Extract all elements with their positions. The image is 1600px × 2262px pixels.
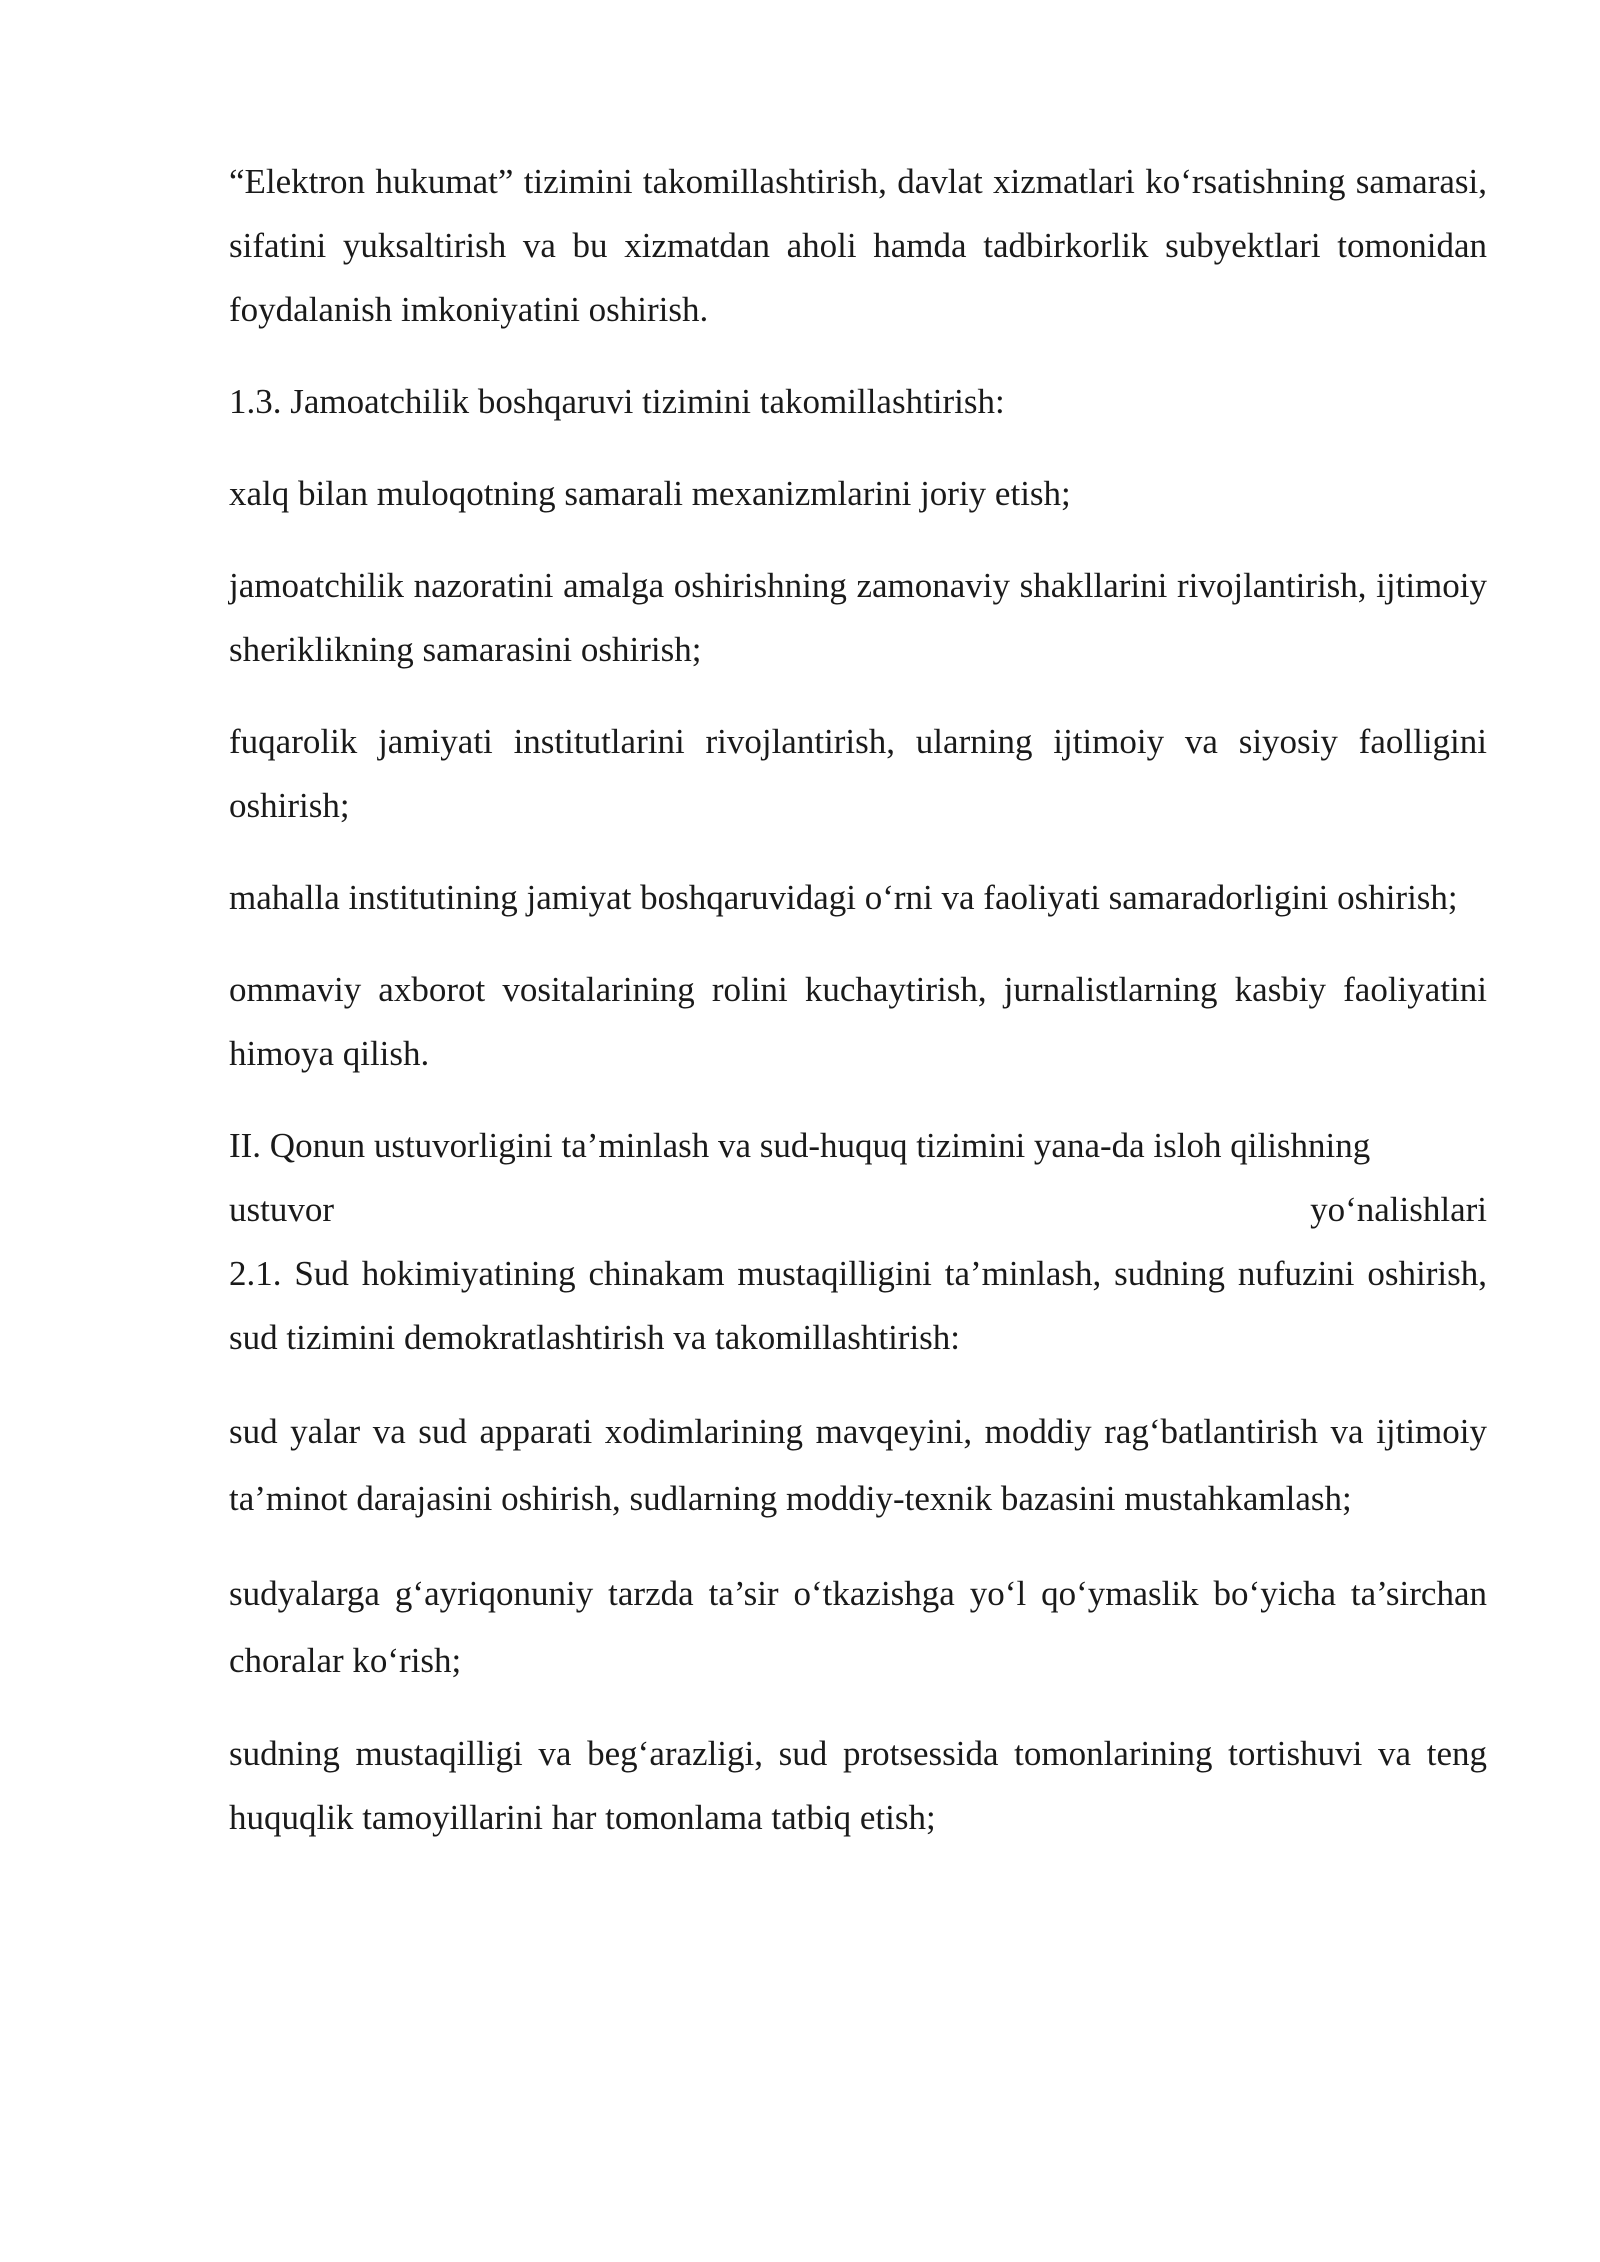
list-item-mass-media: ommaviy axborot vositalarining rolini kuchaytirish, jurnalistlarning kasbiy faoliyatini himoya qilish. xyxy=(229,970,1487,1073)
list-item-influence-prevention: sudyalarga gʻayriqonuniy tarzda ta’sir oʻtkazishga yoʻl qoʻymaslik boʻyicha ta’sirchan choralar koʻrish; xyxy=(229,1574,1487,1680)
section-heading-ii-continuation xyxy=(229,1178,1487,1242)
section-heading-ii: II. Qonun ustuvorligini ta’minlash va sud-huquq tizimini yana-da isloh qilishning xyxy=(229,1126,1371,1165)
section-heading-1-3: 1.3. Jamoatchilik boshqaruvi tizimini takomillashtirish: xyxy=(229,382,1005,421)
list-item-dialogue: xalq bilan muloqotning samarali mexanizmlarini joriy etish; xyxy=(229,474,1071,513)
list-item-court-independence: sudning mustaqilligi va begʻarazligi, sud protsessida tomonlarining tortishuvi va teng huquqlik tamoyillarini har tomonlama tatbiq etish; xyxy=(229,1734,1487,1837)
list-item-public-control: jamoatchilik nazoratini amalga oshirishning zamonaviy shakllarini rivojlantirish, ijtimoiy sheriklikning samarasini oshirish; xyxy=(229,566,1487,669)
split-line-right: yoʻnalishlari xyxy=(1310,1190,1487,1229)
split-line-left: ustuvor xyxy=(229,1190,334,1229)
list-item-civil-society: fuqarolik jamiyati institutlarini rivojlantirish, ularning ijtimoiy va siyosiy faolligini oshirish; xyxy=(229,722,1487,825)
section-heading-2-1: 2.1. Sud hokimiyatining chinakam mustaqilligini ta’minlash, sudning nufuzini oshirish, sud tizimini demokratlashtirish va takomillashtirish: xyxy=(229,1254,1487,1357)
paragraph-electronic-government: “Elektron hukumat” tizimini takomillashtirish, davlat xizmatlari koʻrsatishning samarasi, sifatini yuksaltirish va bu xizmatdan aholi hamda tadbirkorlik subyektlari tomonidan foydalanish imkoniyatini oshirish. xyxy=(229,162,1487,329)
list-item-judges-status: sud yalar va sud apparati xodimlarining mavqeyini, moddiy ragʻbatlantirish va ijtimoiy ta’minot darajasini oshirish, sudlarning moddiy-texnik bazasini mustahkamlash; xyxy=(229,1412,1487,1518)
document-page xyxy=(229,150,1487,1878)
list-item-mahalla: mahalla institutining jamiyat boshqaruvidagi oʻrni va faoliyati samaradorligini oshirish; xyxy=(229,878,1458,917)
